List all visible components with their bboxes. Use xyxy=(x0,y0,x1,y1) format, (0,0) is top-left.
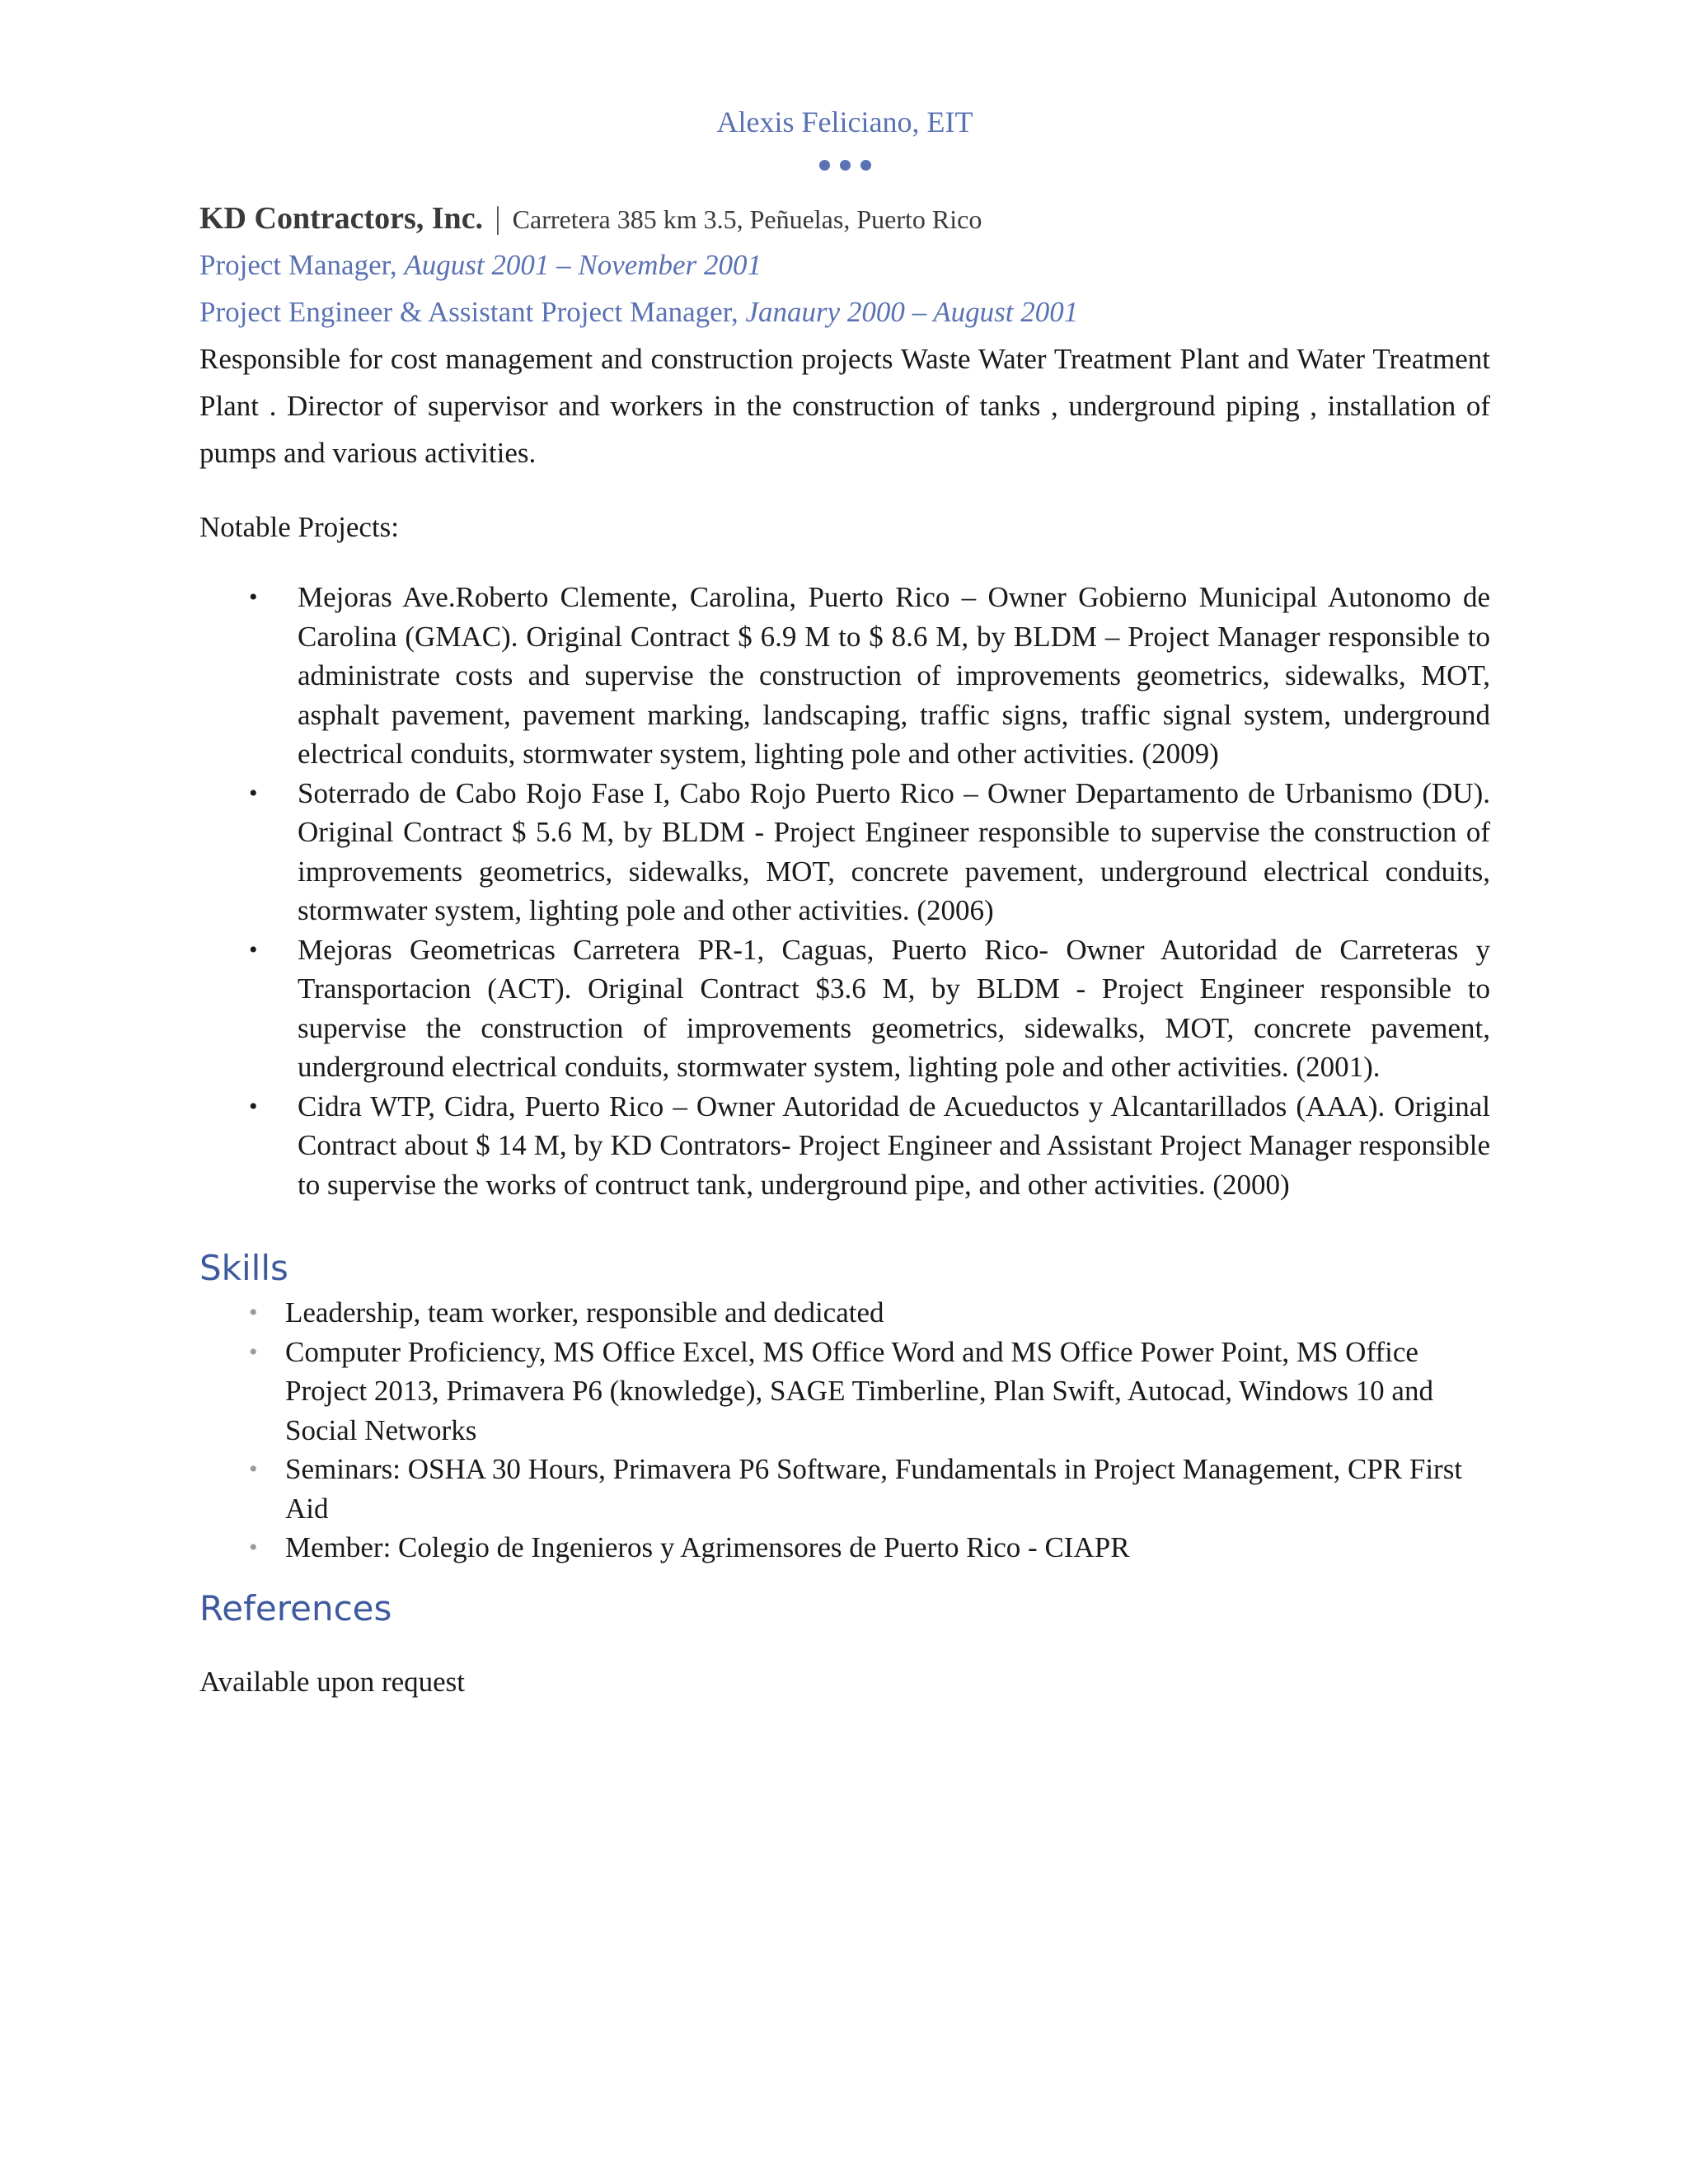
list-item xyxy=(199,930,1490,1087)
skills-list xyxy=(199,1293,1490,1568)
bullet-icon: • xyxy=(249,935,258,963)
company-name: KD Contractors, Inc. xyxy=(199,201,484,236)
bullet-icon: • xyxy=(249,1534,258,1561)
job-description: Responsible for cost management and construction projects Waste Water Treatment Plant and Water Treatment Plant . Director of supervisor and workers in the construction of tanks , underground piping , installation of pumps and various activities. xyxy=(199,343,1490,469)
list-item xyxy=(199,1450,1490,1528)
list-item xyxy=(199,1293,1490,1333)
dot-icon xyxy=(819,160,830,171)
skill-text: Leadership, team worker, responsible and dedicated xyxy=(285,1296,884,1329)
project-text: Mejoras Ave.Roberto Clemente, Carolina, Puerto Rico – Owner Gobierno Municipal Autonomo de Carolina (GMAC). Original Contract $ 6.9 M to $ 8.6 M, by BLDM – Project Manager responsible to administrate costs and supervise the construction of improvements geometrics, sidewalks, MOT, asphalt pavement, pavement marking, landscaping, traffic signs, traffic signal system, underground electrical conduits, stormwater system, lighting pole and other activities. (2009) xyxy=(298,581,1490,770)
skill-text: Computer Proficiency, MS Office Excel, MS Office Word and MS Office Power Point, MS Office Project 2013, Primavera P6 (knowledge), SAGE Timberline, Plan Swift, Autocad, Windows 10 and Social Networks xyxy=(285,1335,1433,1446)
dot-icon xyxy=(860,160,871,171)
role-dates: Janaury 2000 – August 2001 xyxy=(745,296,1079,328)
bullet-icon: • xyxy=(249,1299,258,1326)
role-project-engineer xyxy=(199,288,1490,335)
resume-content xyxy=(199,97,1490,1705)
skills-heading: Skills xyxy=(199,1248,288,1288)
list-item xyxy=(199,1087,1490,1205)
list-item xyxy=(199,1333,1490,1451)
project-text: Mejoras Geometricas Carretera PR-1, Caguas, Puerto Rico- Owner Autoridad de Carreteras y Transportacion (ACT). Original Contract $3.6 M, by BLDM - Project Engineer responsible to supervise the construction of improvements geometrics, sidewalks, MOT, concrete pavement, underground electrical conduits, stormwater system, lighting pole and other activities. (2001). xyxy=(298,933,1490,1083)
notable-projects-label: Notable Projects: xyxy=(199,511,400,543)
header-divider-dots xyxy=(199,155,1490,175)
company-separator: | xyxy=(495,201,501,236)
bullet-icon: • xyxy=(249,583,258,611)
references-heading: References xyxy=(199,1587,392,1629)
role-title: Project Manager, xyxy=(199,249,405,281)
list-item xyxy=(199,1528,1490,1568)
role-project-manager xyxy=(199,241,1490,288)
project-text: Soterrado de Cabo Rojo Fase I, Cabo Rojo Puerto Rico – Owner Departamento de Urbanismo (DU). Original Contract $ 5.6 M, by BLDM - Project Engineer responsible to supervise the construction of improvements geometrics, sidewalks, MOT, concrete pavement, underground electrical conduits, stormwater system, lighting pole and other activities. (2006) xyxy=(298,776,1490,926)
projects-list xyxy=(199,578,1490,1204)
list-item xyxy=(199,774,1490,930)
company-line xyxy=(199,196,1490,241)
bullet-icon: • xyxy=(249,1092,258,1120)
bullet-icon: • xyxy=(249,1455,258,1483)
dot-icon xyxy=(840,160,851,171)
references-text: Available upon request xyxy=(199,1665,466,1698)
role-dates: August 2001 – November 2001 xyxy=(404,249,762,281)
candidate-name: Alexis Feliciano, EIT xyxy=(716,105,973,138)
bullet-icon: • xyxy=(249,779,258,807)
skill-text: Seminars: OSHA 30 Hours, Primavera P6 Software, Fundamentals in Project Management, CPR First Aid xyxy=(285,1453,1463,1525)
company-location: Carretera 385 km 3.5, Peñuelas, Puerto Rico xyxy=(512,204,982,234)
skill-text: Member: Colegio de Ingenieros y Agrimensores de Puerto Rico - CIAPR xyxy=(285,1531,1130,1563)
list-item xyxy=(199,578,1490,774)
project-text: Cidra WTP, Cidra, Puerto Rico – Owner Autoridad de Acueductos y Alcantarillados (AAA). Original Contract about $ 14 M, by KD Contrators- Project Engineer and Assistant Project Manager responsible to supervise the works of contruct tank, underground pipe, and other activities. (2000) xyxy=(298,1090,1490,1201)
bullet-icon: • xyxy=(249,1338,258,1366)
role-title: Project Engineer & Assistant Project Manager, xyxy=(199,296,746,328)
